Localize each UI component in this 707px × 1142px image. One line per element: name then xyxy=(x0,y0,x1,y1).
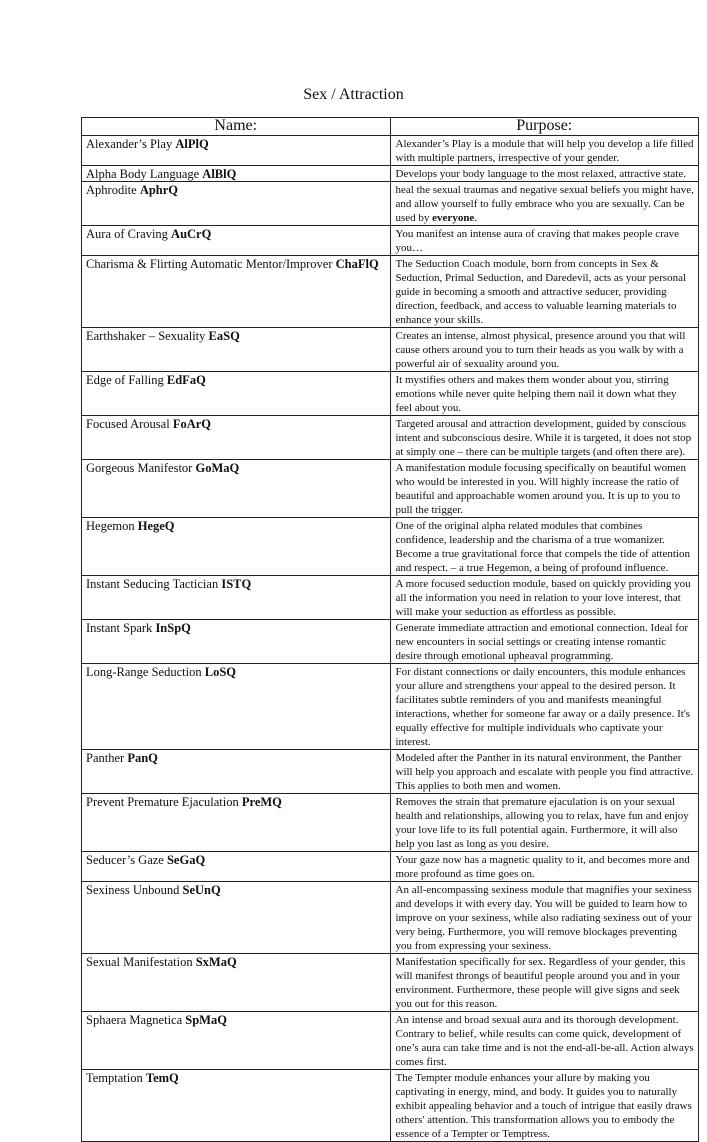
module-name xyxy=(82,460,391,518)
module-purpose xyxy=(390,256,699,328)
module-name-label: Edge of Falling xyxy=(86,373,167,387)
module-name-label: Alpha Body Language xyxy=(86,167,203,181)
module-purpose-text: A manifestation module focusing specifically on beautiful women who would be interested in you. Will highly increase the ratio of beautiful and approachable women around you. It is up to you to pull the trigger. xyxy=(395,462,687,516)
module-name-label: Gorgeous Manifestor xyxy=(86,461,196,475)
module-purpose xyxy=(390,136,699,166)
module-name xyxy=(82,416,391,460)
module-purpose-text: Generate immediate attraction and emotional connection. Ideal for new encounters in social settings or creating intense romantic desire through emotional upheaval programming. xyxy=(395,622,689,662)
module-name xyxy=(82,518,391,576)
module-purpose xyxy=(390,226,699,256)
table-header-row xyxy=(82,118,699,136)
module-name xyxy=(82,620,391,664)
name-column-header: Name: xyxy=(82,118,391,136)
purpose-column-header: Purpose: xyxy=(390,118,699,136)
table-row xyxy=(82,1070,699,1142)
page-title: Sex / Attraction xyxy=(303,86,404,103)
module-purpose xyxy=(390,518,699,576)
module-purpose xyxy=(390,1070,699,1142)
module-name xyxy=(82,328,391,372)
module-purpose-text: Your gaze now has a magnetic quality to it, and becomes more and more profound as time goes on. xyxy=(395,854,690,880)
module-name-label: Charisma & Flirting Automatic Mentor/Improver xyxy=(86,257,336,271)
table-row xyxy=(82,954,699,1012)
module-name xyxy=(82,182,391,226)
module-name-label: Long-Range Seduction xyxy=(86,665,205,679)
module-name xyxy=(82,664,391,750)
module-purpose xyxy=(390,166,699,182)
module-purpose xyxy=(390,794,699,852)
module-name-label: Panther xyxy=(86,751,128,765)
module-name-label: Alexander’s Play xyxy=(86,137,176,151)
module-code: InSpQ xyxy=(155,621,191,635)
module-name xyxy=(82,166,391,182)
module-code: TemQ xyxy=(145,1071,179,1085)
module-purpose-text: A more focused seduction module, based on quickly providing you all the information you need in relation to your love interest, that will make your seduction as effortless as possible. xyxy=(395,578,691,618)
module-name-label: Sexual Manifestation xyxy=(86,955,196,969)
module-code: EaSQ xyxy=(208,329,240,343)
module-name xyxy=(82,1070,391,1142)
module-code: HegeQ xyxy=(137,519,175,533)
table-row xyxy=(82,166,699,182)
module-purpose-text: heal the sexual traumas and negative sexual beliefs you might have, and allow yourself to fully embrace who you are sexually. Can be used by xyxy=(395,184,694,224)
module-purpose xyxy=(390,852,699,882)
module-purpose-text: It mystifies others and makes them wonder about you, stirring emotions while never quite helping them nail it down what they feel about you. xyxy=(395,374,677,414)
table-row xyxy=(82,136,699,166)
module-purpose-text: For distant connections or daily encounters, this module enhances your allure and strengthens your appeal to the desired person. It facilitates subtle reminders of you and manifests meaningful interactions, whether for someone far away or a daily presence. It's equally effective for multiple individuals who captivate your interest. xyxy=(395,666,691,748)
module-name xyxy=(82,1012,391,1070)
table-row xyxy=(82,882,699,954)
module-name-label: Prevent Premature Ejaculation xyxy=(86,795,242,809)
module-purpose-text: Develops your body language to the most relaxed, attractive state. xyxy=(395,168,686,180)
module-purpose xyxy=(390,750,699,794)
module-code: GoMaQ xyxy=(195,461,240,475)
module-purpose-text: Creates an intense, almost physical, presence around you that will cause others around you to turn their heads as you walk by with a powerful air of sexuality around you. xyxy=(395,330,686,370)
module-name xyxy=(82,256,391,328)
module-name xyxy=(82,794,391,852)
table-row xyxy=(82,328,699,372)
module-purpose xyxy=(390,460,699,518)
module-purpose-end: . xyxy=(474,212,478,224)
table-row xyxy=(82,226,699,256)
module-name-label: Aphrodite xyxy=(86,183,140,197)
module-purpose-text: An intense and broad sexual aura and its thorough development. Contrary to belief, while results can come quick, development of one’s aura can take time and is not the end-all-be-all. Action always comes first. xyxy=(395,1014,694,1068)
module-purpose-text: Alexander’s Play is a module that will help you develop a life filled with multiple partners, irrespective of your gender. xyxy=(395,138,694,164)
module-code: AlPlQ xyxy=(175,137,209,151)
table-row xyxy=(82,576,699,620)
module-code: AuCrQ xyxy=(171,227,212,241)
module-code: FoArQ xyxy=(172,417,211,431)
module-name-label: Sexiness Unbound xyxy=(86,883,183,897)
module-purpose xyxy=(390,416,699,460)
table-row xyxy=(82,750,699,794)
module-purpose-text: One of the original alpha related modules that combines confidence, leadership and the charisma of a true womanizer. Become a true gravitational force that compels the tide of attention and respect. – a true Hegemon, a being of profound influence. xyxy=(395,520,690,574)
module-code: ChaFlQ xyxy=(335,257,379,271)
module-purpose-text: You manifest an intense aura of craving that makes people crave you… xyxy=(395,228,680,254)
module-name-label: Instant Seducing Tactician xyxy=(86,577,222,591)
module-code: EdFaQ xyxy=(166,373,206,387)
module-purpose xyxy=(390,1012,699,1070)
table-row xyxy=(82,372,699,416)
table-row xyxy=(82,852,699,882)
table-row xyxy=(82,1012,699,1070)
module-purpose xyxy=(390,576,699,620)
table-row xyxy=(82,664,699,750)
table-row xyxy=(82,182,699,226)
module-code: ISTQ xyxy=(221,577,252,591)
module-purpose-emphasis: everyone xyxy=(432,212,475,224)
module-code: PreMQ xyxy=(241,795,282,809)
table-row xyxy=(82,794,699,852)
module-code: AphrQ xyxy=(139,183,179,197)
module-code: SpMaQ xyxy=(185,1013,227,1027)
module-name-label: Earthshaker – Sexuality xyxy=(86,329,209,343)
module-purpose-text: An all-encompassing sexiness module that magnifies your sexiness and develops it with every day. You will be guided to learn how to improve on your sexiness, while also radiating sexiness out of your very being. Furthermore, you will remove blockages preventing you from expressing your sexiness. xyxy=(395,884,692,952)
module-name-label: Sphaera Magnetica xyxy=(86,1013,186,1027)
module-name-label: Hegemon xyxy=(86,519,138,533)
module-code: SxMaQ xyxy=(195,955,237,969)
module-purpose-text: Removes the strain that premature ejaculation is on your sexual health and relationships, allowing you to relax, have fun and enjoy your love life to its full potential again. Furthermore, it will also help you last as long as you desire. xyxy=(395,796,689,850)
module-purpose-text: Modeled after the Panther in its natural environment, the Panther will help you approach and escalate with people you find attractive. This applies to both men and women. xyxy=(395,752,694,792)
module-name xyxy=(82,852,391,882)
module-name xyxy=(82,954,391,1012)
module-name-label: Temptation xyxy=(86,1071,146,1085)
modules-table xyxy=(81,117,699,1142)
module-code: LoSQ xyxy=(204,665,236,679)
module-purpose xyxy=(390,620,699,664)
table-row xyxy=(82,620,699,664)
module-name-label: Focused Arousal xyxy=(86,417,173,431)
module-purpose xyxy=(390,664,699,750)
module-name xyxy=(82,226,391,256)
module-purpose-text: Manifestation specifically for sex. Regardless of your gender, this will manifest throngs of beautiful people around you and in your environment. Furthermore, these people will give signs and seek you out for this reason. xyxy=(395,956,686,1010)
module-purpose xyxy=(390,328,699,372)
module-code: PanQ xyxy=(127,751,158,765)
module-purpose-text: Targeted arousal and attraction development, guided by conscious intent and subconscious desire. While it is targeted, it does not stop at simply one – there can be multiple targets (and often there are). xyxy=(395,418,692,458)
module-purpose xyxy=(390,182,699,226)
table-row xyxy=(82,518,699,576)
module-code: SeGaQ xyxy=(166,853,206,867)
table-row xyxy=(82,460,699,518)
module-purpose-text: The Tempter module enhances your allure by making you captivating in energy, mind, and body. It guides you to naturally exhibit appealing behavior and a touch of intrigue that easily draws others' attention. This transformation allows you to embody the essence of a Tempter or Temptress. xyxy=(395,1072,692,1140)
module-name xyxy=(82,576,391,620)
module-purpose-text: The Seduction Coach module, born from concepts in Sex & Seduction, Primal Seduction, and Daredevil, acts as your personal guide in becoming a smooth and attractive seducer, providing direction, feedback, and access to valuable learning materials to enhance your skills. xyxy=(395,258,687,326)
module-name xyxy=(82,372,391,416)
module-name-label: Aura of Craving xyxy=(86,227,172,241)
module-code: AlBlQ xyxy=(202,167,237,181)
module-name-label: Seducer’s Gaze xyxy=(86,853,167,867)
module-name xyxy=(82,750,391,794)
table-row xyxy=(82,256,699,328)
module-purpose xyxy=(390,954,699,1012)
module-code: SeUnQ xyxy=(182,883,221,897)
table-row xyxy=(82,416,699,460)
module-purpose xyxy=(390,372,699,416)
module-name xyxy=(82,136,391,166)
module-name xyxy=(82,882,391,954)
module-name-label: Instant Spark xyxy=(86,621,156,635)
module-purpose xyxy=(390,882,699,954)
